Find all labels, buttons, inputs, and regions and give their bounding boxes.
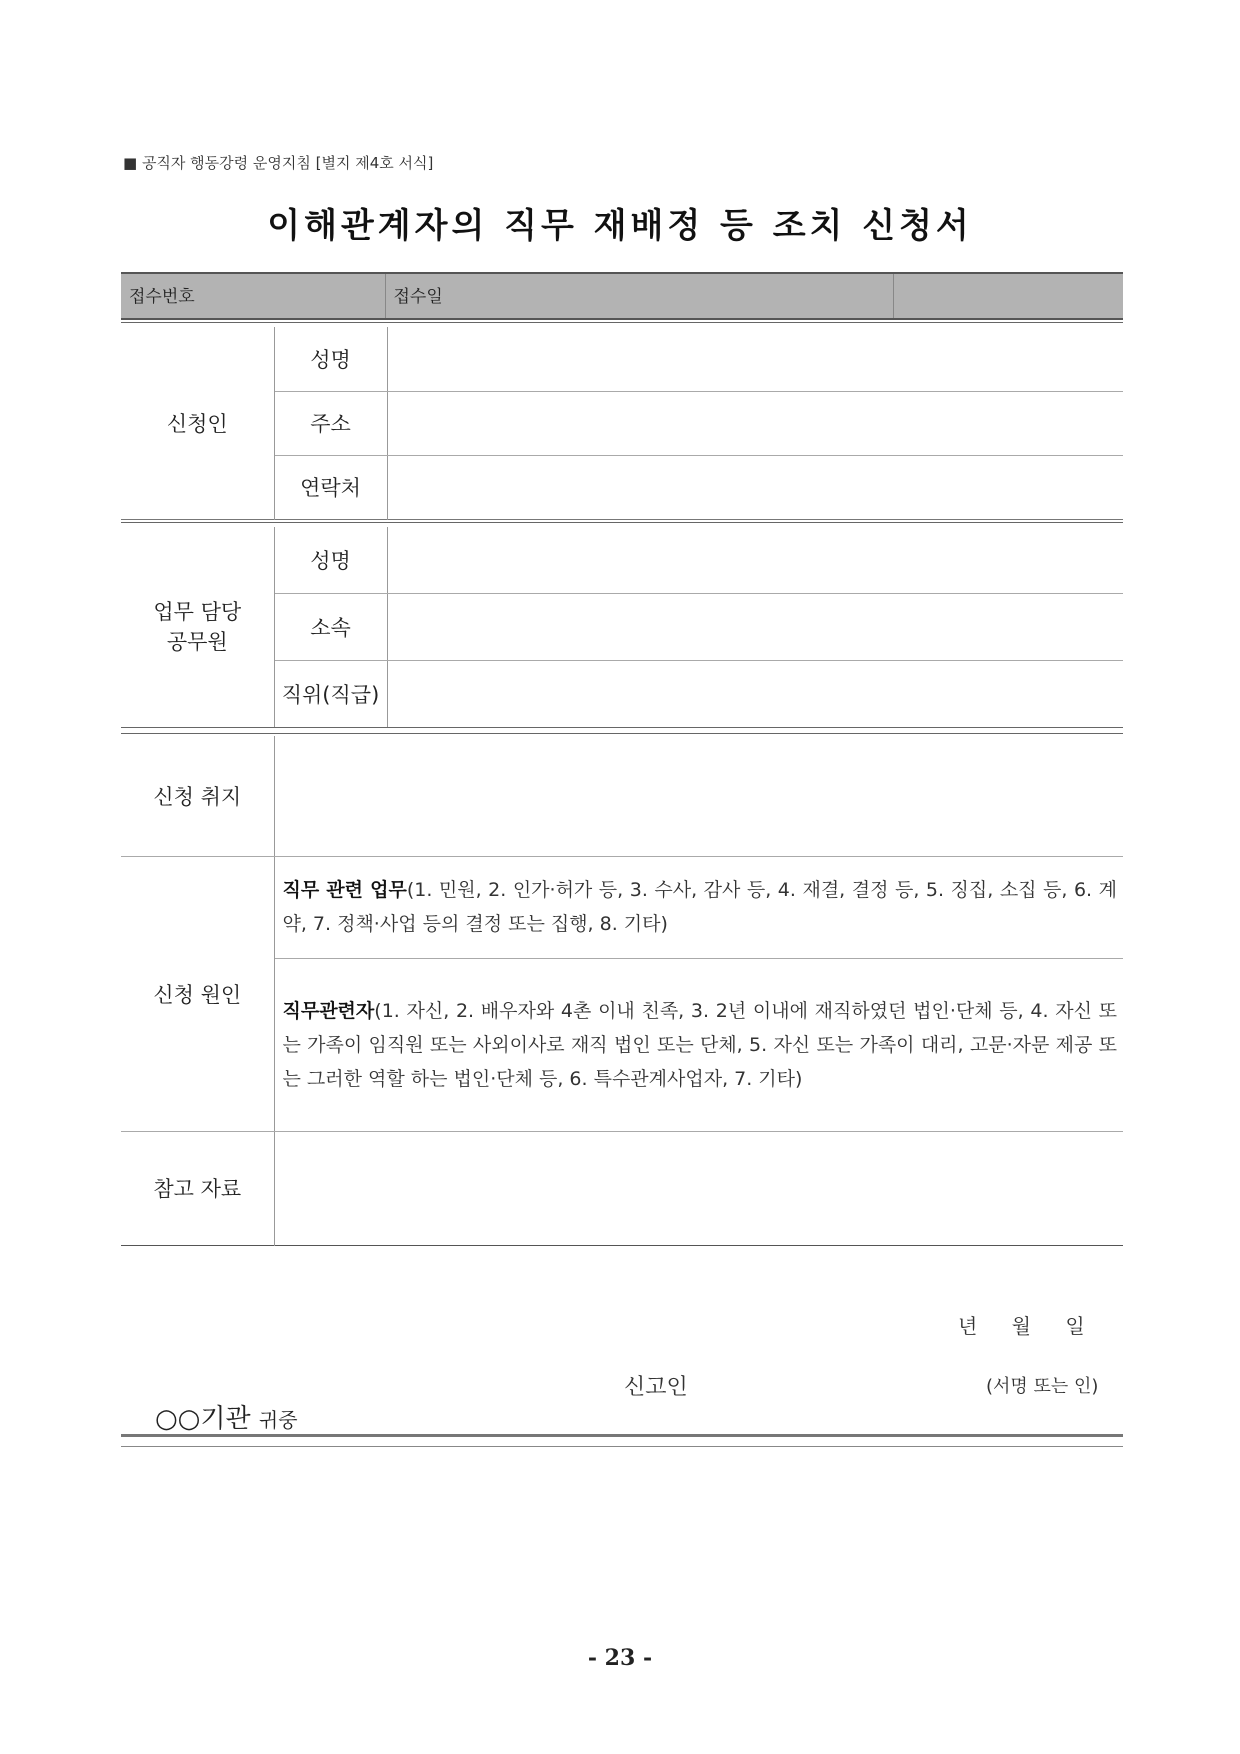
form-reference-note: ■ 공직자 행동강령 운영지침 [별지 제4호 서식] — [123, 154, 434, 172]
reference-field[interactable] — [274, 1131, 1123, 1245]
cause-item2-text: (1. 자신, 2. 배우자와 4촌 이내 친족, 3. 2년 이내에 재직하였던 법인·단체 등, 4. 자신 또는 가족이 임직원 또는 사외이사로 재직 법인 또는 단체, 5. 자신 또는 가족이 대리, 고문·자문 제공 또는 그러한 역할 하는 법인·단체 등, 6. 특수관계사업자, 7. 기타) — [282, 999, 1117, 1090]
agency-suffix: 귀중 — [258, 1408, 298, 1432]
footer-divider-thin — [121, 1446, 1123, 1447]
applicant-name-field[interactable] — [387, 327, 1123, 391]
receipt-number-label: 접수번호 — [121, 273, 385, 319]
cause-duty-related-person — [274, 958, 1123, 1131]
divider — [121, 322, 1123, 323]
date-line: 년 월 일 — [958, 1314, 1085, 1338]
cause-item1-text: (1. 민원, 2. 인가·허가 등, 3. 수사, 감사 등, 4. 재결, 결정 등, 5. 징집, 소집 등, 6. 계약, 7. 정책·사업 등의 결정 또는 집행, 8. 기타) — [282, 879, 1117, 935]
officer-position-label: 직위(직급) — [274, 660, 387, 727]
applicant-name-label: 성명 — [274, 327, 387, 391]
reference-label: 참고 자료 — [121, 1131, 274, 1245]
officer-position-field[interactable] — [387, 660, 1123, 727]
cause-duty-related-work — [274, 856, 1123, 958]
officer-table — [121, 527, 1123, 727]
applicant-group-label: 신청인 — [121, 327, 274, 519]
applicant-address-label: 주소 — [274, 391, 387, 455]
page-number: - 23 - — [587, 1645, 653, 1671]
officer-group-label-line1: 업무 담당 — [153, 600, 242, 624]
footer-divider-thick — [121, 1434, 1123, 1437]
signature-hint: (서명 또는 인) — [986, 1376, 1099, 1397]
cause-item1-heading: 직무 관련 업무 — [282, 879, 407, 901]
officer-group-label-line2: 공무원 — [166, 630, 228, 654]
page-title: 이해관계자의 직무 재배정 등 조치 신청서 — [267, 206, 973, 246]
purpose-field[interactable] — [274, 736, 1123, 856]
officer-name-label: 성명 — [274, 527, 387, 593]
applicant-contact-field[interactable] — [387, 455, 1123, 519]
receipt-blank-cell — [893, 273, 1123, 319]
applicant-contact-label: 연락처 — [274, 455, 387, 519]
officer-group-label — [121, 527, 274, 727]
officer-department-label: 소속 — [274, 593, 387, 660]
divider — [121, 733, 1123, 734]
cause-label: 신청 원인 — [121, 856, 274, 1131]
divider — [121, 522, 1123, 523]
applicant-address-field[interactable] — [387, 391, 1123, 455]
cause-item2-heading: 직무관련자 — [282, 999, 375, 1022]
recipient-agency — [155, 1398, 298, 1435]
officer-department-field[interactable] — [387, 593, 1123, 660]
receipt-date-label: 접수일 — [385, 273, 893, 319]
applicant-table — [121, 327, 1123, 520]
reporter-label: 신고인 — [624, 1375, 688, 1400]
purpose-label: 신청 취지 — [121, 736, 274, 856]
officer-name-field[interactable] — [387, 527, 1123, 593]
receipt-table — [121, 272, 1123, 320]
divider — [121, 727, 1123, 728]
request-table — [121, 736, 1123, 1246]
agency-name: ○○기관 — [155, 1404, 251, 1434]
